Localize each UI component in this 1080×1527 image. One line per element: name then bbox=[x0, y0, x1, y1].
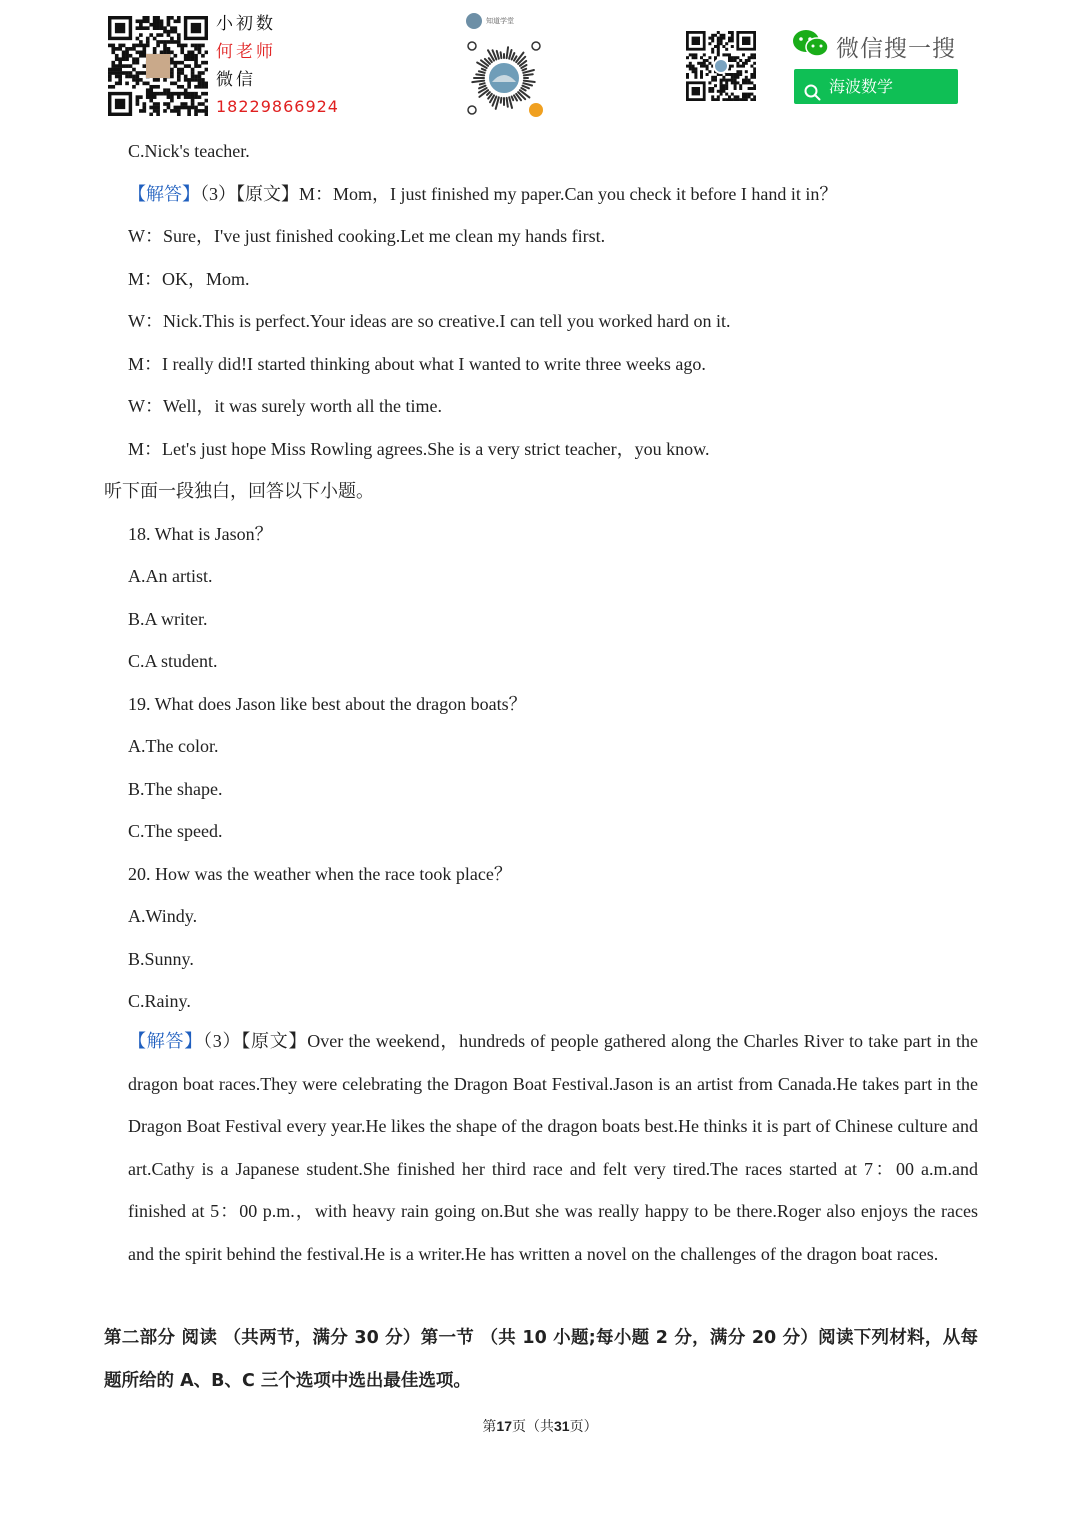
text-line bbox=[128, 308, 730, 334]
page-footer bbox=[0, 1416, 1080, 1436]
footer-middle: 页（共 bbox=[512, 1420, 554, 1435]
line-text: A.The color. bbox=[128, 736, 219, 756]
wechat-icon bbox=[792, 29, 830, 59]
answer-paragraph-text: （3）【原文】Over the weekend，hundreds of people gathered along the Charles River to take part in the dragon boat races.They were celebrating the Dragon Boat Festival.Jason is an artist from Canada.He takes part in the Dragon Boat Festival every year.He likes the shape of the dragon boats best.He thinks it is part of Chinese culture and art.Cathy is a Japanese student.She finished her third race and felt very tired.The races started at 7：00 a.m.and finished at 5：00 p.m.，with heavy rain going on.But she was really happy to be there.Roger also enjoys the races and the spirit behind the festival.He is a writer.He has written a novel on the challenges of the dragon boat races. bbox=[128, 1031, 978, 1264]
text-line bbox=[128, 861, 512, 887]
contact-line-2: 何老师 bbox=[216, 42, 276, 62]
wechat-search-label: 微信搜一搜 bbox=[836, 36, 956, 62]
answer-tag: 【解答】 bbox=[128, 183, 200, 204]
qr-code-account bbox=[686, 31, 756, 101]
line-text: A.Windy. bbox=[128, 906, 198, 926]
line-text: 听下面一段独白，回答以下小题。 bbox=[104, 481, 374, 501]
footer-suffix: 页） bbox=[569, 1420, 598, 1435]
text-line bbox=[104, 478, 374, 504]
line-text: 18. What is Jason？ bbox=[128, 523, 273, 544]
text-line bbox=[128, 988, 191, 1014]
line-text: M：I really did!I started thinking about what I wanted to write three weeks ago. bbox=[128, 353, 706, 374]
line-text: W：Sure，I've just finished cooking.Let me clean my hands first. bbox=[128, 226, 606, 246]
page-header bbox=[0, 0, 1080, 125]
contact-line-1: 小初数 bbox=[216, 14, 276, 34]
text-line bbox=[128, 138, 250, 164]
qr-code-teacher bbox=[108, 16, 208, 116]
contact-line-3: 微信 bbox=[216, 70, 256, 90]
section-heading: 第二部分 阅读 （共两节，满分 30 分）第一节 （共 10 小题;每小题 2 分，满分 20 分）阅读下列材料，从每题所给的 A、B、C 三个选项中选出最佳选项。 bbox=[104, 1328, 978, 1391]
line-text: B.A writer. bbox=[128, 608, 208, 629]
line-text: W：Well，it was surely worth all the time. bbox=[128, 396, 442, 416]
line-text: （3）【原文】M：Mom，I just finished my paper.Can you check it before I hand it in？ bbox=[200, 183, 838, 204]
text-line bbox=[128, 393, 442, 419]
line-text: W：Nick.This is perfect.Your ideas are so creative.I can tell you worked hard on it. bbox=[128, 311, 731, 331]
text-line bbox=[128, 691, 527, 717]
text-line bbox=[128, 946, 194, 972]
text-line bbox=[128, 648, 218, 674]
mini-program-code bbox=[464, 38, 544, 118]
text-line bbox=[128, 733, 218, 759]
contact-phone: 18229866924 bbox=[216, 97, 339, 116]
text-line bbox=[128, 266, 250, 292]
line-text: M：OK，Mom. bbox=[128, 268, 250, 289]
line-text: C.Rainy. bbox=[128, 991, 191, 1011]
footer-page-number: 17 bbox=[496, 1418, 512, 1434]
text-line bbox=[128, 776, 222, 802]
answer-tag: 【解答】 bbox=[128, 1031, 203, 1051]
text-line bbox=[128, 903, 197, 929]
line-text: B.Sunny. bbox=[128, 948, 194, 969]
text-line bbox=[128, 223, 605, 249]
text-line bbox=[128, 181, 837, 207]
text-line bbox=[128, 436, 709, 462]
text-line bbox=[128, 521, 273, 547]
contact-info bbox=[216, 10, 339, 120]
mini-program-title: 知道学堂 bbox=[486, 17, 514, 25]
line-text: M：Let's just hope Miss Rowling agrees.She is a very strict teacher，you know. bbox=[128, 438, 710, 459]
search-button-label: 海波数学 bbox=[829, 77, 894, 96]
line-text: C.The speed. bbox=[128, 821, 223, 841]
line-text: 20. How was the weather when the race took place？ bbox=[128, 863, 512, 884]
footer-prefix: 第 bbox=[482, 1420, 497, 1435]
search-icon bbox=[804, 78, 821, 95]
line-text: A.An artist. bbox=[128, 566, 213, 586]
text-line bbox=[128, 818, 222, 844]
text-line bbox=[128, 606, 208, 632]
footer-total-pages: 31 bbox=[554, 1418, 570, 1434]
line-text: B.The shape. bbox=[128, 778, 223, 799]
line-text: C.A student. bbox=[128, 651, 218, 671]
text-line bbox=[128, 563, 213, 589]
wechat-search-button[interactable] bbox=[794, 69, 958, 104]
text-line bbox=[128, 351, 706, 377]
mini-program-logo bbox=[466, 13, 482, 29]
line-text: 19. What does Jason like best about the dragon boats？ bbox=[128, 693, 527, 714]
line-text: C.Nick's teacher. bbox=[128, 141, 250, 161]
answer-paragraph bbox=[128, 1020, 978, 1275]
